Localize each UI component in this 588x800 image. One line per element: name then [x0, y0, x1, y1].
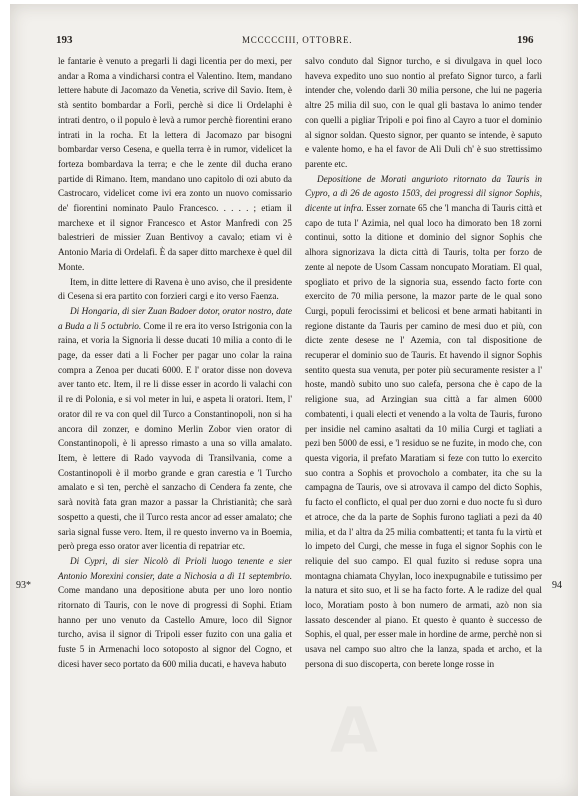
deposition-body: Esser zornate 65 che 'l mancha di Tauris città et capo de tuta l' Azimia, nel qual loco ha dimorato ben 18 zorni continui, sotto la ditione et dominio del signor Sophis che alhora signorizava la dicta città di Tauris, tolta per forzo de zente al nepote de Usom Cassam noncupato Moratiam. El qual, spogliato et privo de la signoria sua, essendo facto forte con exercito de 70 milia persone, la mazor parte de le qual sono Curgi, populi ferocissimi et belicosi et bene armati habitanti in regione distante da Tauris per camino de mesi duo et più, con dicte zente desese ne l' Azemia, con tal dispositione de recuperar el dominio suo de Tauris. Et havendo il signor Sophis sentito questa sua venuta, per poter più securamente resister a l' hoste, mandò subito uno suo calefa, persona che è capo de la religione sua, ad Arzingian sua città a far almen 6000 combatenti, i quali electi et venendo a la volta de Tauris, furono per insidie nel camino asaltati da 10 milia Curgi et tagliati a pezi ben 5000 de essi, e 'l residuo se ne fuzite, in modo che, con questa vigoria, il prefato Maratiam si feze con tutto lo exercito suo contra a Sophis et provocholo a combater, ita che su la campagna de Tauris, ove si atrovava il campo del dicto Sophis, fu facto el conflicto, el qual per duo zorni e duo nocte fu sì duro et atroce, che da la parte de Sophis furono tagliati a pezi da 40 milia, et da l' altra da 25 milia combattenti; et tanta fu la virtù et lo impeto del Curgi, che messe in fuga el signor Sophis con le reliquie del suo campo. El qual fuzito si reduse sopra una montagna chiamata Chyylan, loco inexpugnabile e tutissimo per la natura et sito suo, et li se ha facto forte. A le radize del qual loco, Moratiam posto à bon numero de armati, azò non sia lassato descender al piano. Et questo è quanto è successo de Sophis, el qual, per esser male in hordine de arme, perchè non si usava nel campo suo altro che la lanza, spada et archo, et la persona di suo discoperta, con berete longe rosse in — [305, 203, 542, 669]
hungary-letter-body: Come il re era ito verso Istrigonia con la raina, et voria la Signoria li desse ducati 10 milia a conto di le page, da esser dati a li Focher per pagar uno colar la raina compra a Zenoa per ducati 6000. E l' orator disse non doveva aver tanto etc. Item, il re li disse esser in acordo li valachi con il re di Polonia, e si vol meter in lui, e aspeta li oratori. Item, l' orator dil re va con quel dil Turco a Constantinopoli, non si ha ancora dil zonzer, e domino Merlin Zobor vien orator di Constantinopoli, è li apresso rimasto a una so villa amalato. Item, è lettere di Rado vayvoda di Transilvania, come a Costantinopoli è il morbo grande e gran carestia e 'l Turcho amalato e sì ten, perchè el sanzacho di Cendera fa zente, che sarà novità fata gran mazor a passar la Christianità; che sarà sospetto a questi, che il Turco resta ancor ad esser amalato; che sarìa signal fusse vero. Item, il re questo inverno va in Boemia, però prega esso orator aver licentia di repatriar etc. — [58, 320, 292, 552]
running-title: MCCCCCIII, OTTOBRE. — [242, 35, 353, 45]
deposition-heading: Depositione de Morati angurioto ritornato da Tauris in Cypro, a dì 26 de agosto 1503, dei progressi dil signor Sophis, dicente ut infra. — [305, 173, 542, 214]
right-text-column — [305, 54, 542, 672]
page-header — [10, 34, 578, 52]
faint-stamp-watermark — [330, 694, 378, 767]
left-page-number: 193 — [56, 34, 73, 46]
left-paragraph-3 — [58, 304, 292, 554]
book-page — [10, 4, 578, 796]
cyprus-letter-heading: Di Cypri, di sier Nicolò di Prioli luogo tenente e sier Antonio Morexini consier, date a Nichosia a dì 11 septembrio. — [58, 555, 292, 581]
right-paragraph-1: salvo conduto dal Signor turcho, e si divulgava in quel loco haveva expedito uno suo nontio al prefato Signor turco, a farli intender che, volendo darli 30 milia persone, che lui ne pageria altre 25 milia dil suo, con le qual gli bastava lo animo tender con quelli a pigliar Tripoli e poi fino al Cayro a tuor el dominio al signor soldan. Questo signor, per quanto se intende, è saputo e valente homo, e ha el favor de Ali Duli ch' è suo strettissimo parente etc. — [305, 56, 542, 169]
right-page-number: 196 — [517, 34, 534, 46]
cyprus-letter-body: Come mandano una depositione abuta per uno loro nontio ritornato di Tauris, con le nove di progressi di Sophi. Etiam hanno per uno venuto da Castello Amure, loco dil Signor turcho, avisa il signor di Tripoli esser fuzito con una galia et fuste 5 in Armenachi loco sotoposto al signor del Cogno, et dicesi haver seco portato da 600 milia ducati, e haveva habuto — [58, 585, 292, 669]
left-paragraph-4 — [58, 554, 292, 672]
left-text-column — [58, 54, 292, 672]
hungary-letter-heading: Di Hongaria, di sier Zuan Badoer dotor, orator nostro, date a Buda a li 5 octubrio. — [58, 305, 292, 331]
left-margin-number: 93* — [16, 580, 31, 591]
left-paragraph-1: le fantarie è venuto a pregarli li dagi licentia per do mexi, per andar a Roma a vindicharsi contra el Valentino. Item, mandano lettere habute di Jacomazo da Venetia, scrive dil Savio. Item, è stà sentito bombardar a Forlì, perchè si dice li Ordelaphi è intrati dentro, o il populo è levà a rumor perchè fiorentini erano intrati in la rocha. Et la lettera di Jacomazo par bisogni bombardar verso Cesena, e quella terra è in rumor, videlicet la forteza bombardava la terra; e che le zente dil ducha erano partide di Rimano. Item, mandano uno capitolo di ozi abuto da Castrocaro, videlicet come ivi era zonto un nuovo comissario de' fiorentini nominato Paulo Francesco. . . . . ; etiam il marchexe et il signor Francesco et Astor Manfredi con 25 balestrieri de missier Zuan Bentivoy a cavalo; etiam vi è Antonio Maria di Ordelafi. È da saper ditto marchexe è quel dil Monte. — [58, 56, 292, 272]
right-paragraph-2 — [305, 172, 542, 672]
left-paragraph-2: Item, in ditte lettere di Ravena è uno aviso, che il presidente di Cesena si era partito con forzieri cargi e ito verso Faenza. — [58, 276, 292, 302]
right-margin-number: 94 — [552, 580, 562, 591]
